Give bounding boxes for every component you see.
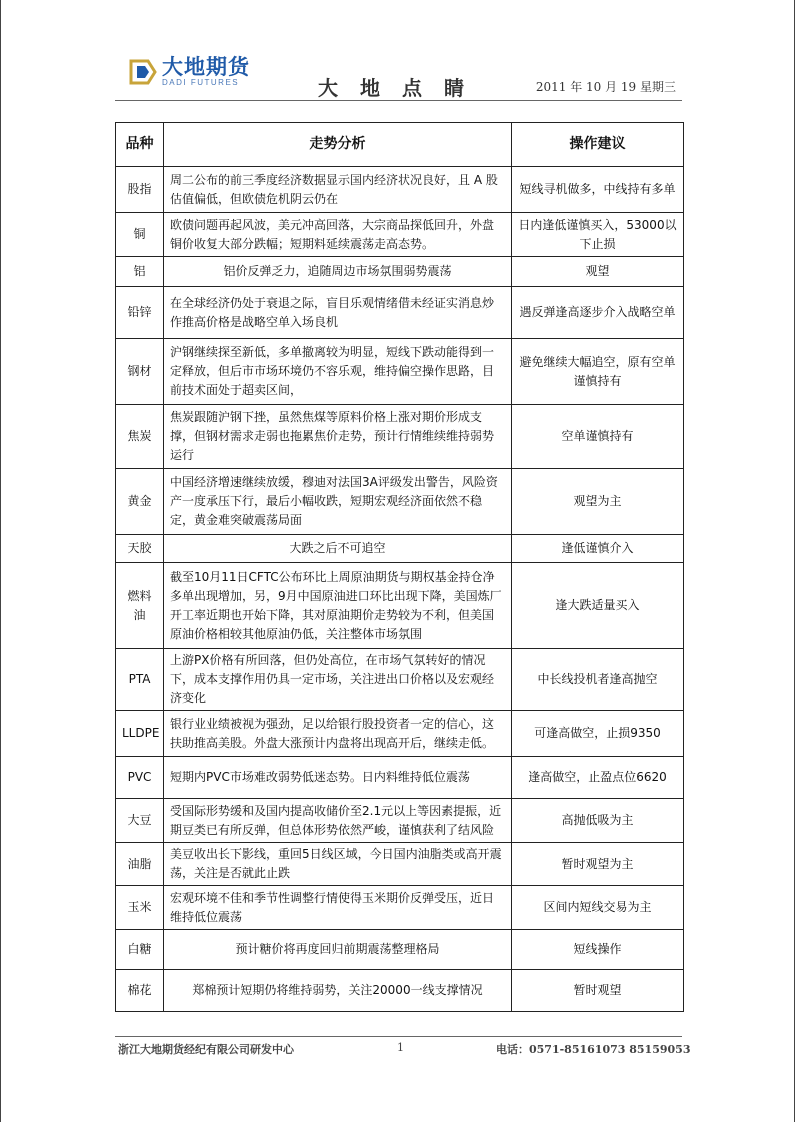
table-row xyxy=(116,287,684,339)
operation-advice: 观望 xyxy=(512,257,684,287)
commodity-name: 焦炭 xyxy=(116,405,164,469)
table-row xyxy=(116,930,684,970)
trend-analysis: 宏观环境不佳和季节性调整行情使得玉米期价反弹受压，近日维持低位震荡 xyxy=(164,886,512,930)
table-row xyxy=(116,757,684,799)
document-date: 2011 年 10 月 19 星期三 xyxy=(535,80,676,94)
commodity-name: 大豆 xyxy=(116,799,164,843)
trend-analysis: 上游PX价格有所回落，但仍处高位，在市场气氛转好的情况下，成本支撑作用仍具一定市场，关注进出口价格以及宏观经济变化 xyxy=(164,649,512,711)
header-divider xyxy=(115,100,682,101)
commodity-analysis-table xyxy=(115,122,684,1012)
table-row xyxy=(116,257,684,287)
operation-advice: 短线寻机做多，中线持有多单 xyxy=(512,167,684,213)
operation-advice: 短线操作 xyxy=(512,930,684,970)
table-row xyxy=(116,405,684,469)
header-advice: 操作建议 xyxy=(512,123,684,167)
operation-advice: 观望为主 xyxy=(512,469,684,535)
commodity-name: 油脂 xyxy=(116,843,164,886)
trend-analysis: 短期内PVC市场难改弱势低迷态势。日内料维持低位震荡 xyxy=(164,757,512,799)
commodity-name: 股指 xyxy=(116,167,164,213)
footer-divider xyxy=(115,1036,682,1037)
commodity-name: 玉米 xyxy=(116,886,164,930)
trend-analysis: 受国际形势缓和及国内提高收储价至2.1元以上等因素提振，近期豆类已有所反弹，但总体形势依然严峻，谨慎获利了结风险 xyxy=(164,799,512,843)
table-row xyxy=(116,469,684,535)
table-row xyxy=(116,886,684,930)
operation-advice: 中长线投机者逢高抛空 xyxy=(512,649,684,711)
trend-analysis: 预计糖价将再度回归前期震荡整理格局 xyxy=(164,930,512,970)
commodity-name: 钢材 xyxy=(116,339,164,405)
table-header-row xyxy=(116,123,684,167)
commodity-name: 铅锌 xyxy=(116,287,164,339)
header-commodity: 品种 xyxy=(116,123,164,167)
trend-analysis: 欧债问题再起风波，美元冲高回落，大宗商品探低回升，外盘铜价收复大部分跌幅；短期料延续震荡走高态势。 xyxy=(164,213,512,257)
operation-advice: 空单谨慎持有 xyxy=(512,405,684,469)
operation-advice: 区间内短线交易为主 xyxy=(512,886,684,930)
trend-analysis: 沪钢继续探至新低，多单撤离较为明显，短线下跌动能得到一定释放，但后市市场环境仍不容乐观，维持偏空操作思路，目前技术面处于超卖区间， xyxy=(164,339,512,405)
operation-advice: 暂时观望为主 xyxy=(512,843,684,886)
commodity-name: 铜 xyxy=(116,213,164,257)
table-row xyxy=(116,339,684,405)
footer-company: 浙江大地期货经纪有限公司研发中心 xyxy=(118,1043,294,1056)
trend-analysis: 周二公布的前三季度经济数据显示国内经济状况良好，且 A 股估值偏低，但欧债危机阴云仍在 xyxy=(164,167,512,213)
trend-analysis: 中国经济增速继续放缓，穆迪对法国3A评级发出警告，风险资产一度承压下行，最后小幅收跌，短期宏观经济面依然不稳定，黄金难突破震荡局面 xyxy=(164,469,512,535)
commodity-name: 燃料油 xyxy=(116,563,164,649)
trend-analysis: 铝价反弹乏力，追随周边市场氛围弱势震荡 xyxy=(164,257,512,287)
table-row xyxy=(116,563,684,649)
operation-advice: 高抛低吸为主 xyxy=(512,799,684,843)
trend-analysis: 大跌之后不可追空 xyxy=(164,535,512,563)
table-row xyxy=(116,213,684,257)
trend-analysis: 郑棉预计短期仍将维持弱势，关注20000一线支撑情况 xyxy=(164,970,512,1012)
table-row xyxy=(116,649,684,711)
logo-mark-icon xyxy=(128,57,158,87)
table-row xyxy=(116,843,684,886)
footer-phone: 电话：0571-85161073 85159053 xyxy=(496,1043,691,1056)
operation-advice: 暂时观望 xyxy=(512,970,684,1012)
operation-advice: 遇反弹逢高逐步介入战略空单 xyxy=(512,287,684,339)
operation-advice: 日内逢低谨慎买入，53000以下止损 xyxy=(512,213,684,257)
operation-advice: 可逢高做空，止损9350 xyxy=(512,711,684,757)
commodity-name: PTA xyxy=(116,649,164,711)
trend-analysis: 美豆收出长下影线，重回5日线区域，今日国内油脂类或高开震荡，关注是否就此止跌 xyxy=(164,843,512,886)
table-row xyxy=(116,711,684,757)
operation-advice: 逢高做空，止盈点位6620 xyxy=(512,757,684,799)
operation-advice: 逢低谨慎介入 xyxy=(512,535,684,563)
trend-analysis: 银行业业绩被视为强劲，足以给银行股投资者一定的信心，这扶助推高美股。外盘大涨预计内盘将出现高开后，继续走低。 xyxy=(164,711,512,757)
operation-advice: 逢大跌适量买入 xyxy=(512,563,684,649)
document-title: 大地点睛 xyxy=(318,76,486,100)
commodity-name: 棉花 xyxy=(116,970,164,1012)
trend-analysis: 焦炭跟随沪钢下挫，虽然焦煤等原料价格上涨对期价形成支撑，但钢材需求走弱也拖累焦价走势，预计行情维续维持弱势运行 xyxy=(164,405,512,469)
header-analysis: 走势分析 xyxy=(164,123,512,167)
commodity-name: PVC xyxy=(116,757,164,799)
commodity-name: 白糖 xyxy=(116,930,164,970)
commodity-name: 天胶 xyxy=(116,535,164,563)
company-logo xyxy=(128,56,250,88)
table-row xyxy=(116,970,684,1012)
trend-analysis: 截至10月11日CFTC公布环比上周原油期货与期权基金持仓净多单出现增加，另，9月中国原油进口环比出现下降，美国炼厂开工率近期也开始下降，其对原油期价走势较为不利，但美国原油价格相较其他原油仍低，关注整体市场氛围 xyxy=(164,563,512,649)
table-row xyxy=(116,167,684,213)
table-row xyxy=(116,799,684,843)
page-number: 1 xyxy=(397,1041,404,1054)
commodity-name: 铝 xyxy=(116,257,164,287)
trend-analysis: 在全球经济仍处于衰退之际，盲目乐观情绪借未经证实消息炒作推高价格是战略空单入场良机 xyxy=(164,287,512,339)
logo-english-name: DADI FUTURES xyxy=(162,78,240,87)
table-row xyxy=(116,535,684,563)
logo-chinese-name: 大地期货 xyxy=(162,55,250,79)
commodity-name: 黄金 xyxy=(116,469,164,535)
operation-advice: 避免继续大幅追空，原有空单谨慎持有 xyxy=(512,339,684,405)
commodity-name: LLDPE xyxy=(116,711,164,757)
